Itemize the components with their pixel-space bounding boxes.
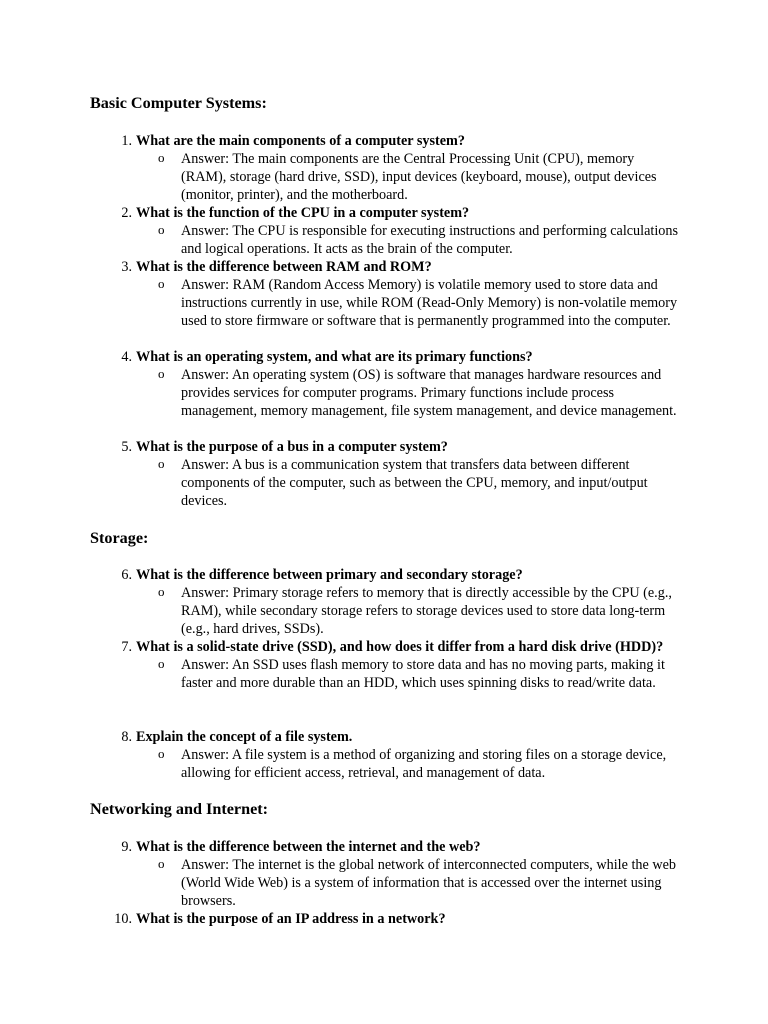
bullet-icon: o: [158, 656, 165, 671]
answer-text: Answer: An SSD uses flash memory to store data and has no moving parts, making it faster and more durable than an HDD, which uses spinning disks to read/write data.: [181, 657, 665, 691]
question-text: What is the difference between RAM and ROM?: [136, 259, 432, 275]
bullet-icon: o: [158, 150, 165, 165]
answer-text: Answer: RAM (Random Access Memory) is volatile memory used to store data and instructions currently in use, while ROM (Read-Only Memory) is non-volatile memory used to store firmware or software that is permanently programmed into the computer.: [181, 277, 678, 329]
question-text: What is the purpose of an IP address in a network?: [136, 911, 446, 927]
question-number: 2.: [121, 205, 132, 221]
question-item: [112, 258, 682, 330]
question-number: 9.: [121, 839, 132, 855]
bullet-icon: o: [158, 584, 165, 599]
answer-text-block: [158, 222, 682, 258]
bullet-icon: o: [158, 856, 165, 871]
bullet-icon: o: [158, 276, 165, 291]
answer-text-block: [158, 366, 682, 420]
question-item: [112, 132, 682, 204]
question-item: [112, 204, 682, 258]
answer-text: Answer: The internet is the global network of interconnected computers, while the web (World Wide Web) is a system of information that is accessed over the internet using browsers.: [181, 857, 676, 909]
answer-text: Answer: An operating system (OS) is software that manages hardware resources and provides services for computer programs. Primary functions include process management, memory management, file system management, and device management.: [181, 367, 677, 419]
question-number: 4.: [121, 349, 132, 365]
answer-text-block: [158, 856, 682, 910]
answer-text-block: [158, 276, 682, 330]
question-number: 1.: [121, 133, 132, 149]
question-item: [112, 910, 682, 928]
question-item: [112, 728, 682, 782]
section-heading-basic-computer-systems: Basic Computer Systems:: [90, 94, 267, 112]
question-number: 5.: [121, 439, 132, 455]
question-item: [112, 638, 682, 692]
bullet-icon: o: [158, 222, 165, 237]
question-text: Explain the concept of a file system.: [136, 729, 353, 745]
question-item: [112, 438, 682, 510]
question-number: 6.: [121, 567, 132, 583]
section-heading-storage: Storage:: [90, 529, 149, 547]
answer-text-block: [158, 456, 682, 510]
question-text: What is the difference between the internet and the web?: [136, 839, 481, 855]
section-heading-networking-and-internet: Networking and Internet:: [90, 800, 269, 818]
question-item: [112, 838, 682, 910]
question-number: 3.: [121, 259, 132, 275]
bullet-icon: o: [158, 366, 165, 381]
question-text: What is the purpose of a bus in a computer system?: [136, 439, 448, 455]
question-number: 7.: [121, 639, 132, 655]
answer-text-block: [158, 150, 682, 204]
answer-text: Answer: A bus is a communication system that transfers data between different components of the computer, such as between the CPU, memory, and input/output devices.: [181, 457, 648, 509]
question-text: What is the difference between primary and secondary storage?: [136, 567, 523, 583]
question-text: What are the main components of a computer system?: [136, 133, 465, 149]
question-item: [112, 348, 682, 420]
answer-text-block: [158, 656, 682, 692]
answer-text: Answer: A file system is a method of organizing and storing files on a storage device, allowing for efficient access, retrieval, and management of data.: [181, 747, 667, 781]
bullet-icon: o: [158, 456, 165, 471]
question-text: What is an operating system, and what are its primary functions?: [136, 349, 533, 365]
answer-text: Answer: The main components are the Central Processing Unit (CPU), memory (RAM), storage (hard drive, SSD), input devices (keyboard, mouse), output devices (monitor, printer), and the motherboard.: [181, 151, 657, 203]
answer-text-block: [158, 584, 682, 638]
answer-text: Answer: The CPU is responsible for executing instructions and performing calculations and logical operations. It acts as the brain of the computer.: [181, 223, 678, 257]
bullet-icon: o: [158, 746, 165, 761]
question-item: [112, 566, 682, 638]
answer-text: Answer: Primary storage refers to memory that is directly accessible by the CPU (e.g., RAM), while secondary storage refers to storage devices used to store data long-term (e.g., hard drives, SSDs).: [181, 585, 672, 637]
question-number: 10.: [114, 911, 132, 927]
question-text: What is the function of the CPU in a computer system?: [136, 205, 470, 221]
question-text: What is a solid-state drive (SSD), and how does it differ from a hard disk drive (HDD)?: [136, 639, 664, 655]
question-number: 8.: [121, 729, 132, 745]
answer-text-block: [158, 746, 682, 782]
